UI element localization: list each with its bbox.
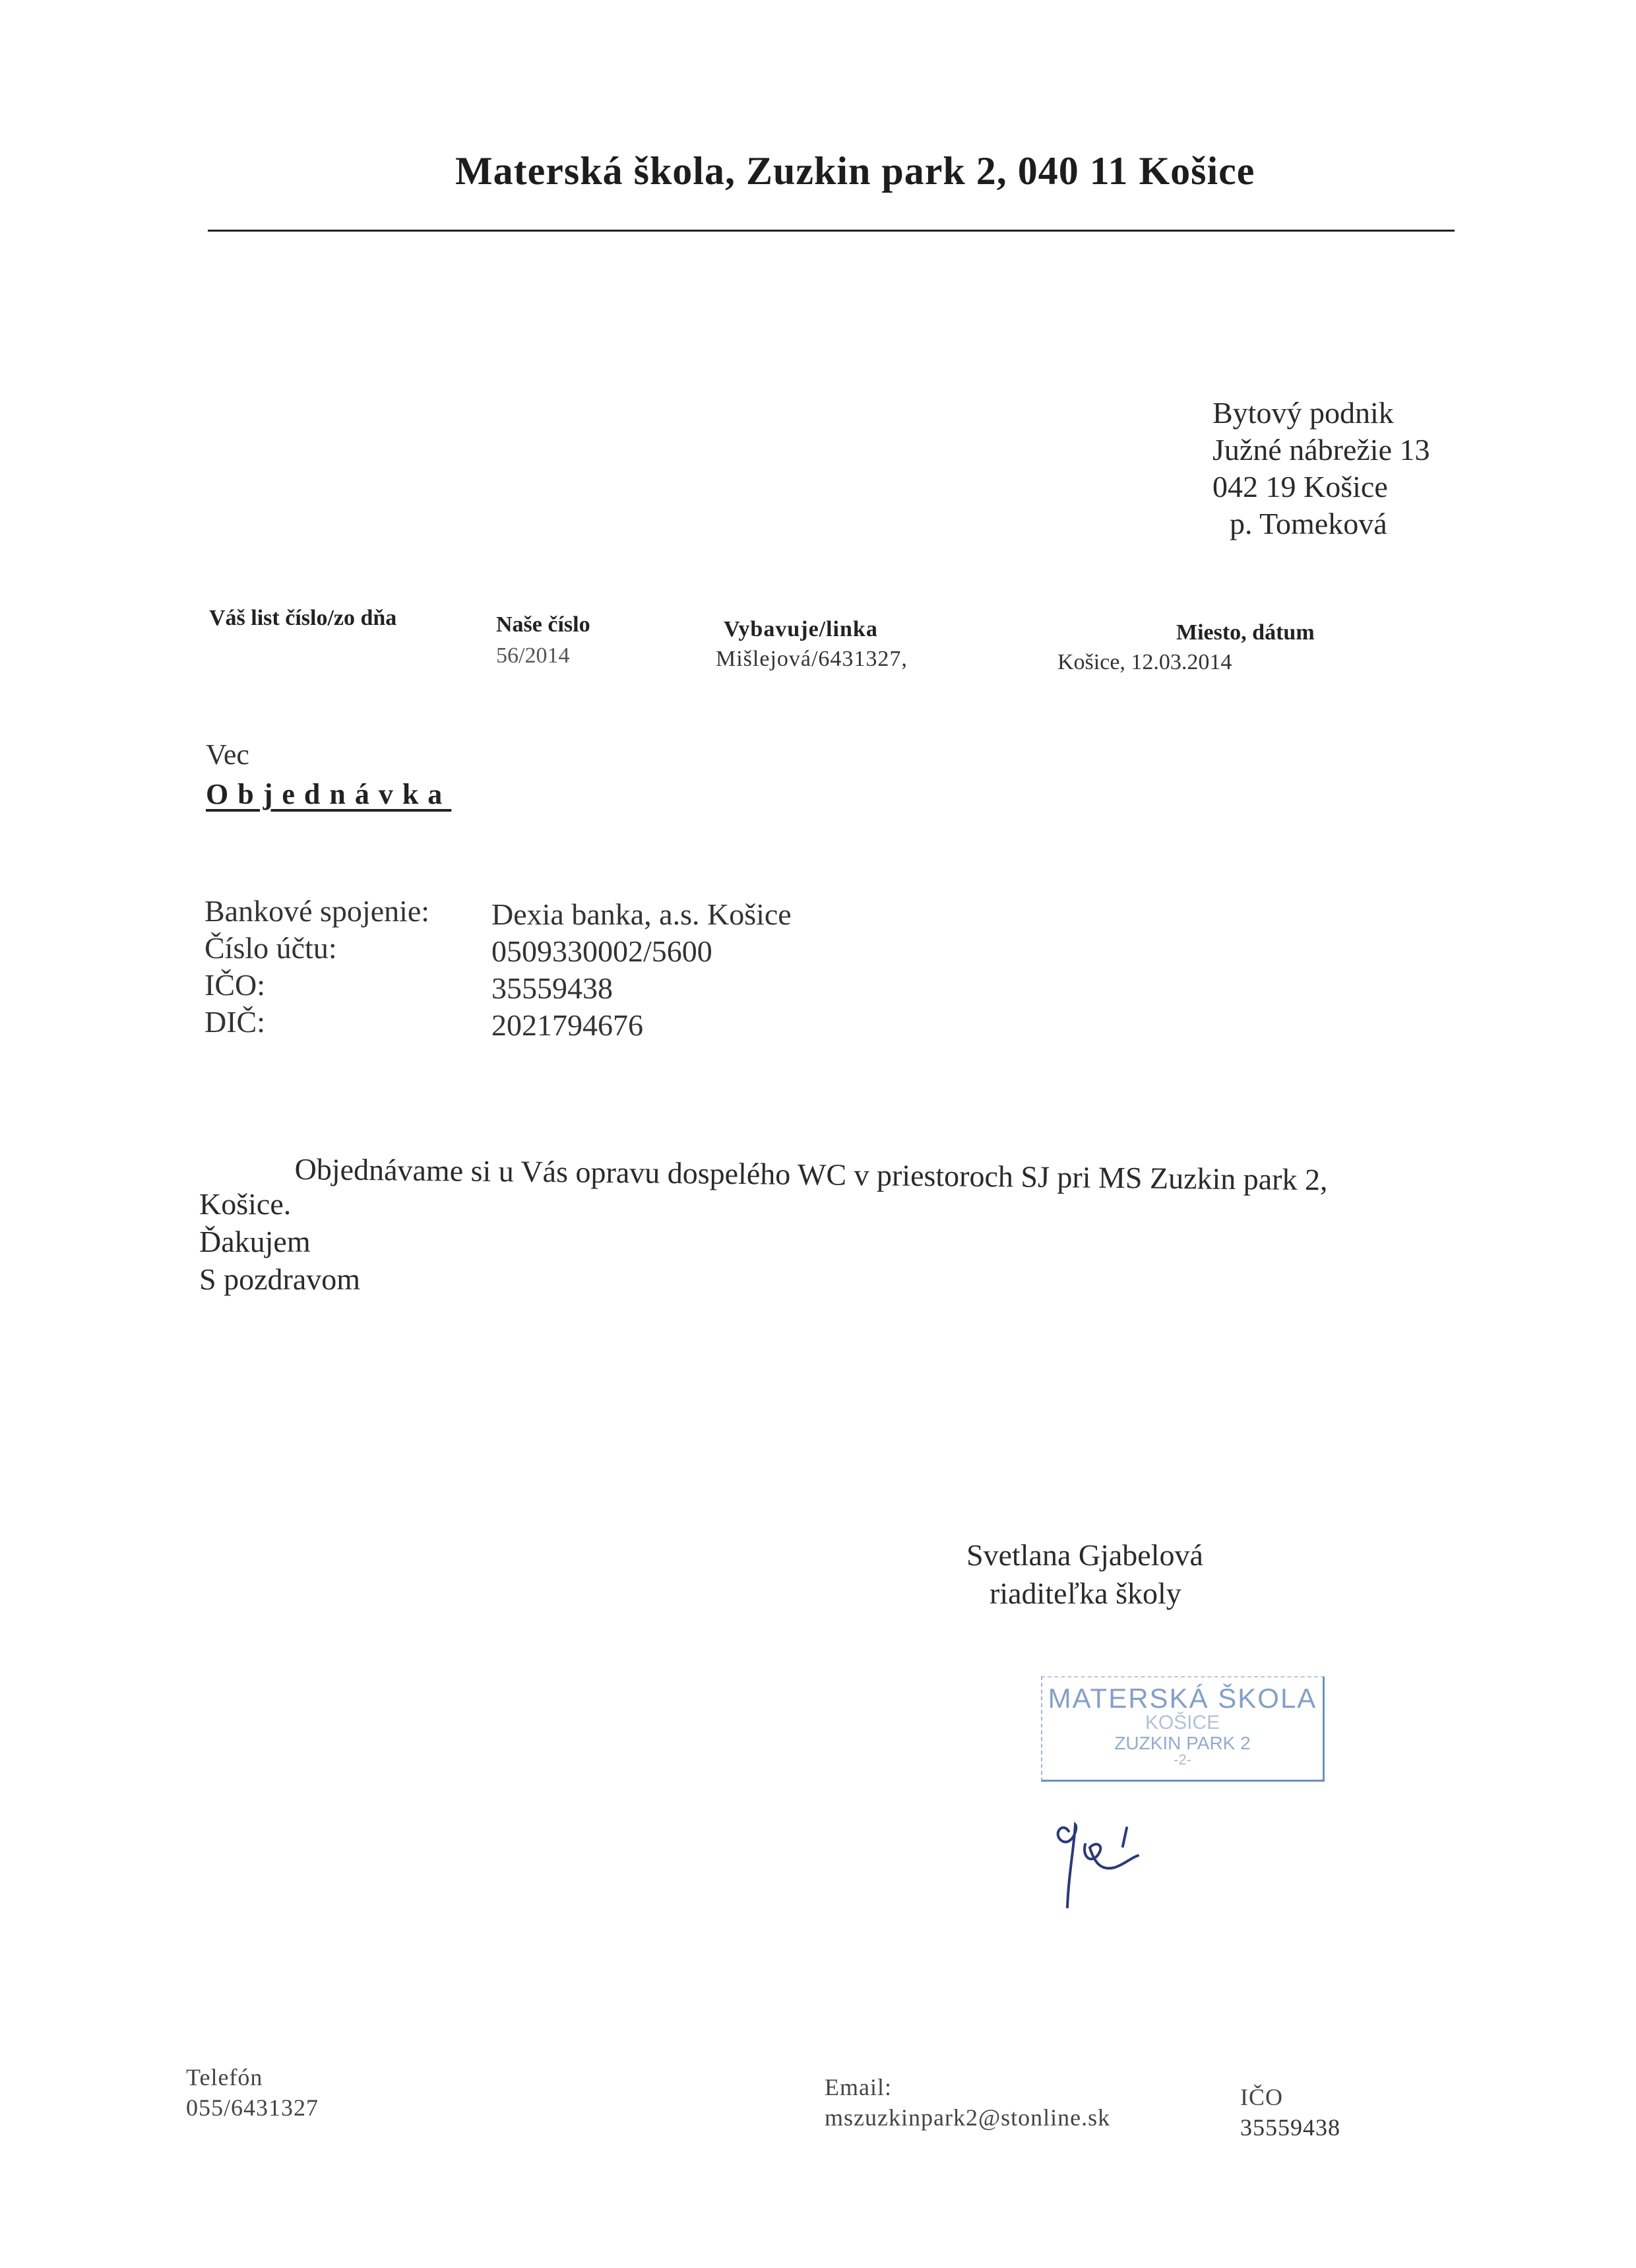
stamp-line: ZUZKIN PARK 2 [1114, 1733, 1251, 1753]
stamp-line: KOŠICE [1145, 1712, 1220, 1733]
bank-label: IČO: [204, 968, 265, 1002]
footer-email-label: Email: [825, 2074, 892, 2100]
recipient-line: 042 19 Košice [1212, 470, 1388, 503]
footer-email-value[interactable]: mszuzkinpark2@stonline.sk [825, 2104, 1111, 2131]
stamp-line: -2- [1174, 1751, 1191, 1768]
ref-vybavuje-label: Vybavuje/linka [724, 617, 878, 641]
body-paragraph: Objednávame si u Vás opravu dospelého WC v priestoroch SJ pri MS Zuzkin park 2, [294, 1152, 1328, 1197]
subject-title: Objednávka [206, 778, 452, 810]
footer-phone-value: 055/6431327 [186, 2094, 319, 2121]
footer-email [825, 2072, 1110, 2133]
footer-phone-label: Telefón [186, 2064, 263, 2090]
recipient-line: Bytový podnik [1212, 396, 1394, 430]
ref-miesto-label: Miesto, dátum [1176, 620, 1315, 645]
bank-labels [204, 893, 429, 1041]
body-thanks: Ďakujem [199, 1225, 311, 1258]
signer-name: Svetlana Gjabelová [966, 1538, 1203, 1572]
bank-values [491, 896, 792, 1044]
ref-vas-list-label: Váš list číslo/zo dňa [209, 606, 397, 630]
header-divider [208, 230, 1455, 232]
body-paragraph-cont: Košice. [199, 1187, 292, 1221]
bank-value: 0509330002/5600 [491, 934, 712, 968]
bank-label: DIČ: [204, 1005, 265, 1039]
footer-ico [1240, 2082, 1340, 2143]
ref-nase-cislo-label: Naše číslo [496, 612, 590, 637]
recipient-address [1212, 395, 1430, 542]
recipient-line: Južné nábrežie 13 [1212, 433, 1430, 467]
footer-ico-value: 35559438 [1240, 2114, 1340, 2141]
bank-label: Číslo účtu: [204, 931, 337, 965]
school-stamp [1041, 1676, 1325, 1782]
footer-ico-label: IČO [1240, 2084, 1283, 2110]
subject-label: Vec [206, 738, 249, 771]
stamp-line: MATERSKÁ ŠKOLA [1048, 1683, 1317, 1714]
ref-miesto-value: Košice, 12.03.2014 [1057, 650, 1232, 674]
bank-label: Bankové spojenie: [204, 894, 430, 928]
recipient-line: p. Tomeková [1230, 507, 1387, 540]
bank-value: 35559438 [491, 971, 613, 1005]
signer-role: riaditeľka školy [990, 1576, 1181, 1610]
ref-nase-cislo-value: 56/2014 [496, 643, 570, 668]
document-title: Materská škola, Zuzkin park 2, 040 11 Košice [455, 149, 1255, 193]
bank-value: Dexia banka, a.s. Košice [491, 897, 792, 931]
handwritten-signature [1049, 1808, 1168, 1927]
ref-vybavuje-value: Mišlejová/6431327, [716, 647, 908, 671]
bank-value: 2021794676 [491, 1008, 643, 1042]
footer-phone [186, 2062, 319, 2123]
body-closing: S pozdravom [199, 1262, 361, 1296]
